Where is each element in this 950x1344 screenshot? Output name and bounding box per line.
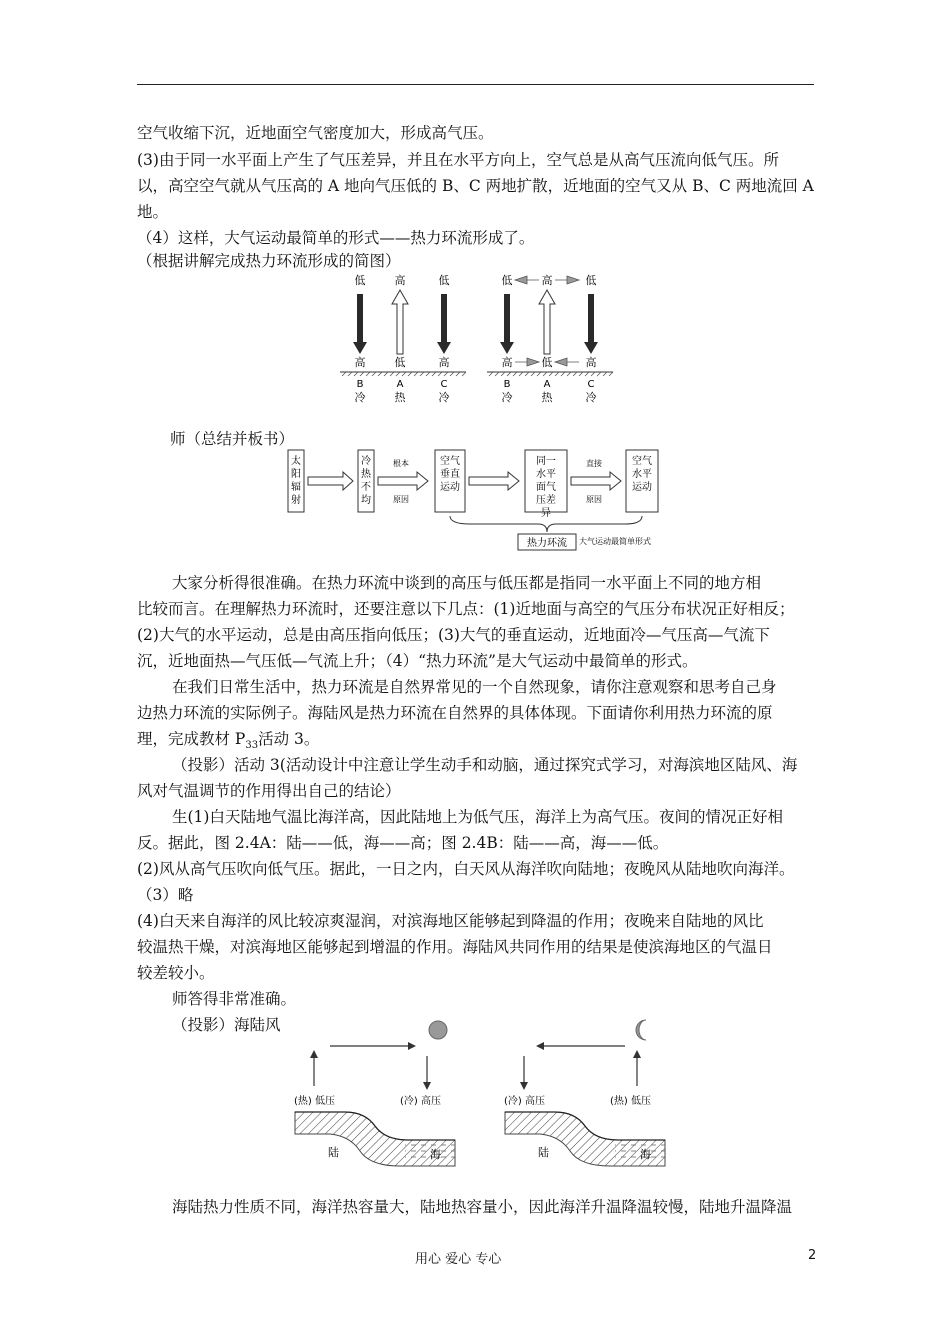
flow-box-label-line: 阳: [291, 469, 301, 480]
temp-label: 冷: [585, 391, 597, 404]
night-diagram: [504, 1020, 665, 1166]
paragraph-line: 师答得非常准确。: [172, 990, 297, 1008]
top-label: 低: [585, 274, 597, 287]
right-arrow-icon: [469, 472, 519, 490]
header-rule: [137, 84, 814, 85]
cause-label: 原因: [586, 495, 602, 504]
top-label: 低: [501, 274, 513, 287]
flow-box-label-line: 运动: [632, 482, 652, 493]
paragraph-line: (2)风从高气压吹向低气压。据此，一日之内，白天风从海洋吹向陆地；夜晚风从陆地吹向海洋。: [137, 860, 795, 878]
point-label: A: [543, 379, 551, 390]
paragraph-line: 比较而言。在理解热力环流时，还要注意以下几点：(1)近地面与高空的气压分布状况正好相反；: [137, 600, 795, 618]
bottom-label: 高: [354, 356, 366, 369]
pressure-label: (冷) 高压: [400, 1096, 441, 1107]
left-arrow-icon: [555, 358, 579, 366]
flow-box-label-line: 垂直: [440, 469, 460, 480]
flow-box-label-line: 辐: [291, 482, 301, 493]
flow-box-label-line: 水平: [632, 469, 652, 480]
right-arrow-icon: [378, 472, 428, 490]
temp-label: 热: [394, 391, 406, 404]
paragraph-line: [137, 728, 319, 757]
right-arrow-icon: [515, 358, 539, 366]
top-label: 高: [541, 274, 553, 287]
sea-label: 海: [640, 1148, 651, 1161]
down-arrow-icon: [584, 294, 598, 354]
paragraph-line: 海陆热力性质不同，海洋热容量大，陆地热容量小，因此海洋升温降温较慢，陆地升温降温: [172, 1198, 793, 1216]
sun-icon: [429, 1021, 447, 1039]
flow-box-label-line: 热: [361, 469, 371, 480]
bottom-label: 高: [501, 356, 513, 369]
point-label: B: [503, 379, 511, 390]
paragraph-line: 反。据此，图 2.4A：陆——低，海——高；图 2.4B：陆——高，海——低。: [137, 834, 669, 852]
paragraph-line: （投影）海陆风: [172, 1016, 281, 1034]
sea-land-breeze-figure: [290, 1016, 670, 1176]
flow-box-label: 空气: [440, 456, 460, 467]
point-label: C: [587, 379, 595, 390]
paragraph-line: （根据讲解完成热力环流形成的简图）: [137, 252, 401, 270]
left-sketch: [340, 273, 466, 404]
paragraph-line: 在我们日常生活中，热力环流是自然界常见的一个自然现象，请你注意观察和思考自己身: [172, 678, 777, 696]
land-label: 陆: [328, 1146, 339, 1159]
subscript: 33: [245, 740, 259, 752]
right-arrow-icon: [571, 472, 621, 490]
paragraph-line: 沉，近地面热—气压低—气流上升；（4）“热力环流”是大气运动中最简单的形式。: [137, 652, 698, 670]
land-label: 陆: [538, 1146, 549, 1159]
temp-label: 冷: [501, 391, 513, 404]
flow-box-label: 同一: [536, 456, 556, 467]
moon-icon: [636, 1020, 646, 1040]
pressure-label: (冷) 高压: [504, 1096, 545, 1107]
point-label: C: [440, 379, 448, 390]
flow-box-label: 冷: [361, 456, 371, 467]
paragraph-line: 风对气温调节的作用得出自己的结论）: [137, 782, 401, 800]
temp-label: 冷: [354, 391, 366, 404]
top-label: 低: [438, 274, 450, 287]
bottom-label: 高: [438, 356, 450, 369]
paragraph-line: 空气收缩下沉，近地面空气密度加大，形成高气压。: [137, 124, 494, 142]
flow-box-text: [632, 454, 652, 493]
down-arrow-icon: [437, 294, 451, 354]
paragraph-line: （3）略: [137, 886, 194, 904]
temp-label: 冷: [438, 391, 450, 404]
up-arrow-icon: [539, 290, 555, 354]
bottom-label: 低: [541, 356, 553, 369]
paragraph-line: （4）这样，大气运动最简单的形式——热力环流形成了。: [137, 229, 535, 247]
paragraph-line: 较温热干燥，对滨海地区能够起到增温的作用。海陆风共同作用的结果是使滨海地区的气温日: [137, 938, 773, 956]
right-arrow-icon: [555, 276, 579, 284]
flow-box-label: 热力环流: [527, 538, 567, 549]
flow-box-label: 太: [291, 456, 301, 467]
paragraph-line: （投影）活动 3(活动设计中注意让学生动手和动脑，通过探究式学习，对海滨地区陆风、海: [172, 756, 798, 774]
right-sketch: [487, 273, 613, 404]
cause-label: 根本: [393, 459, 409, 468]
bottom-label: 高: [585, 356, 597, 369]
footer-motto: 用心 爱心 专心: [415, 1252, 502, 1267]
note-label: 大气运动最简单形式: [579, 537, 651, 546]
flow-box-label-line: 水平: [536, 469, 556, 480]
paragraph-line: 师（总结并板书）: [170, 430, 295, 448]
thermal-circulation-figure: [340, 270, 630, 410]
flow-box-label: 空气: [632, 456, 652, 467]
down-arrow-icon: [353, 294, 367, 354]
paragraph-line: 边热力环流的实际例子。海陆风是热力环流在自然界的具体体现。下面请你利用热力环流的原: [137, 704, 773, 722]
flow-box-label-line: 不: [361, 482, 371, 493]
paragraph-line: 生(1)白天陆地气温比海洋高，因此陆地上为低气压，海洋上为高气压。夜间的情况正好相: [172, 808, 783, 826]
paragraph-line: (4)白天来自海洋的风比较凉爽湿润，对滨海地区能够起到降温的作用；夜晚来自陆地的风比: [137, 912, 764, 930]
day-diagram: [294, 1021, 455, 1166]
summary-flowchart: [285, 444, 685, 552]
top-label: 高: [394, 274, 406, 287]
right-arrow-icon: [308, 472, 353, 490]
flow-box-label-line: 射: [291, 495, 301, 506]
top-label: 低: [354, 274, 366, 287]
page-number: 2: [808, 1248, 817, 1263]
pressure-label: (热) 低压: [294, 1096, 335, 1107]
pressure-label: (热) 低压: [610, 1096, 651, 1107]
paragraph-line: 大家分析得很准确。在热力环流中谈到的高压与低压都是指同一水平面上不同的地方相: [172, 574, 762, 592]
left-arrow-icon: [515, 276, 539, 284]
cause-label: 直接: [586, 459, 602, 468]
flow-box-label-line: 运动: [440, 482, 460, 493]
flow-box-label-line: 异: [541, 508, 551, 519]
temp-label: 热: [541, 391, 553, 404]
flow-box-text: [440, 454, 460, 493]
paragraph-line: (2)大气的水平运动，总是由高压指向低压；(3)大气的垂直运动，近地面冷—气压高—气流下: [137, 626, 770, 644]
paragraph-line: 以，高空空气就从气压高的 A 地向气压低的 B、C 两地扩散，近地面的空气又从 B、C 两地流回 A: [137, 177, 814, 195]
bottom-label: 低: [394, 356, 406, 369]
point-label: A: [396, 379, 404, 390]
paragraph-line: 地。: [137, 203, 169, 221]
flow-box-label-line: 均: [361, 495, 371, 506]
paragraph-line: 较差较小。: [137, 964, 215, 982]
flow-box-label-line: 压差: [536, 495, 556, 506]
point-label: B: [356, 379, 364, 390]
sea-label: 海: [430, 1148, 441, 1161]
down-arrow-icon: [500, 294, 514, 354]
text-segment: 活动 3。: [258, 730, 320, 748]
flow-box-label-line: 面气: [536, 482, 556, 493]
cause-label: 原因: [393, 495, 409, 504]
text-segment: 理，完成教材 P: [137, 730, 246, 748]
paragraph-line: (3)由于同一水平面上产生了气压差异，并且在水平方向上，空气总是从高气压流向低气压。所: [137, 151, 779, 169]
up-arrow-icon: [392, 290, 408, 354]
